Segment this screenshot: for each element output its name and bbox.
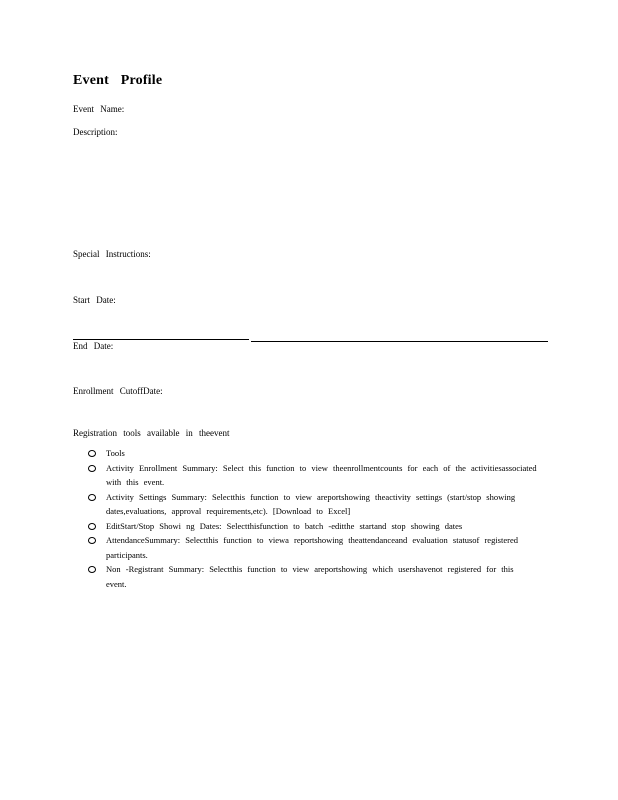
list-item [88,461,538,490]
circle-bullet-icon [88,450,96,457]
description-label: Description: [73,127,118,137]
circle-bullet-icon [88,465,96,472]
list-item [88,562,538,591]
circle-bullet-icon [88,537,96,544]
registration-tools-list [88,446,538,591]
list-item [88,519,538,534]
enrollment-cutoff-label: Enrollment CutoffDate: [73,386,163,396]
registration-tools-heading: Registration tools available in theevent [73,428,230,438]
list-item-text: EditStart/Stop Showi ng Dates: Selectthisfunction to batch -editthe startand stop showing dates [106,520,463,531]
start-date-label: Start Date: [73,295,116,305]
list-item [88,490,538,519]
list-item-text: Tools [106,448,125,458]
divider-right [251,341,548,342]
special-instructions-label: Special Instructions: [73,249,151,259]
event-name-label: Event Name: [73,104,125,114]
list-item-text: AttendanceSummary: Selectthis function to viewa reportshowing theattendanceand evaluation statusof registered participants. [106,535,518,560]
circle-bullet-icon [88,494,96,501]
list-item [88,446,538,461]
circle-bullet-icon [88,566,96,573]
list-item-text: Activity Settings Summary: Selectthis function to view areportshowing theactivity settings (start/stop showing dates,evaluations, approval requirements,etc). [Download to Excel] [106,491,516,516]
circle-bullet-icon [88,523,96,530]
end-date-label: End Date: [73,341,114,351]
divider-left [73,339,249,340]
list-item-text: Non -Registrant Summary: Selectthis function to view areportshowing which usershavenot registered for this event. [106,564,514,589]
list-item [88,533,538,562]
list-item-text: Activity Enrollment Summary: Select this function to view theenrollmentcounts for each of the activitiesassociated with this event. [106,462,537,487]
page-title: Event Profile [73,73,163,88]
